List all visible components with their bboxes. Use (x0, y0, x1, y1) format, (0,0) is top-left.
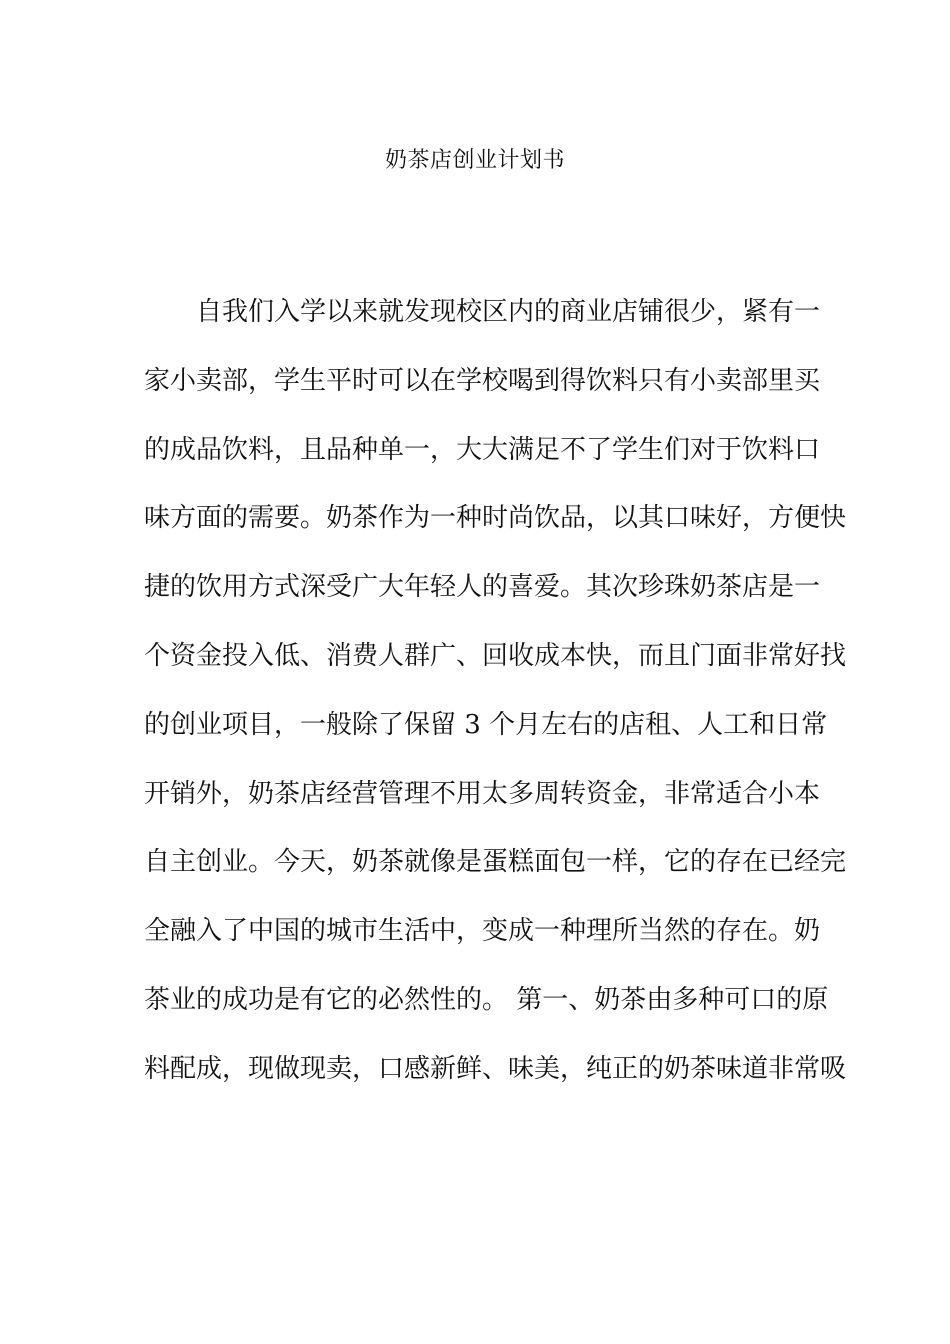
paragraph-line: 全融入了中国的城市生活中，变成一种理所当然的存在。奶 (144, 916, 821, 947)
paragraph-line: 料配成，现做现卖，口感新鲜、味美，纯正的奶茶味道非常吸 (144, 1053, 847, 1084)
paragraph-line: 家小卖部，学生平时可以在学校喝到得饮料只有小卖部里买 (144, 365, 821, 396)
paragraph-line: 开销外，奶茶店经营管理不用太多周转资金，非常适合小本 (144, 778, 821, 809)
paragraph-line: 的创业项目，一般除了保留 3 个月左右的店租、人工和日常 (144, 709, 828, 740)
paragraph-line: 茶业的成功是有它的必然性的。 第一、奶茶由多种可口的原 (144, 984, 829, 1015)
paragraph-line: 自主创业。今天，奶茶就像是蛋糕面包一样，它的存在已经完 (144, 847, 847, 878)
paragraph-line: 味方面的需要。奶茶作为一种时尚饮品，以其口味好，方便快 (144, 503, 847, 534)
paragraph-line: 自我们入学以来就发现校区内的商业店铺很少，紧有一 (196, 297, 821, 327)
paragraph-line: 个资金投入低、消费人群广、回收成本快，而且门面非常好找 (144, 640, 847, 671)
paragraph-line: 的成品饮料，且品种单一，大大满足不了学生们对于饮料口 (144, 434, 821, 465)
paragraph-line: 捷的饮用方式深受广大年轻人的喜爱。其次珍珠奶茶店是一 (144, 572, 821, 603)
document-title: 奶茶店创业计划书 (384, 148, 565, 173)
document-body (144, 282, 847, 1108)
